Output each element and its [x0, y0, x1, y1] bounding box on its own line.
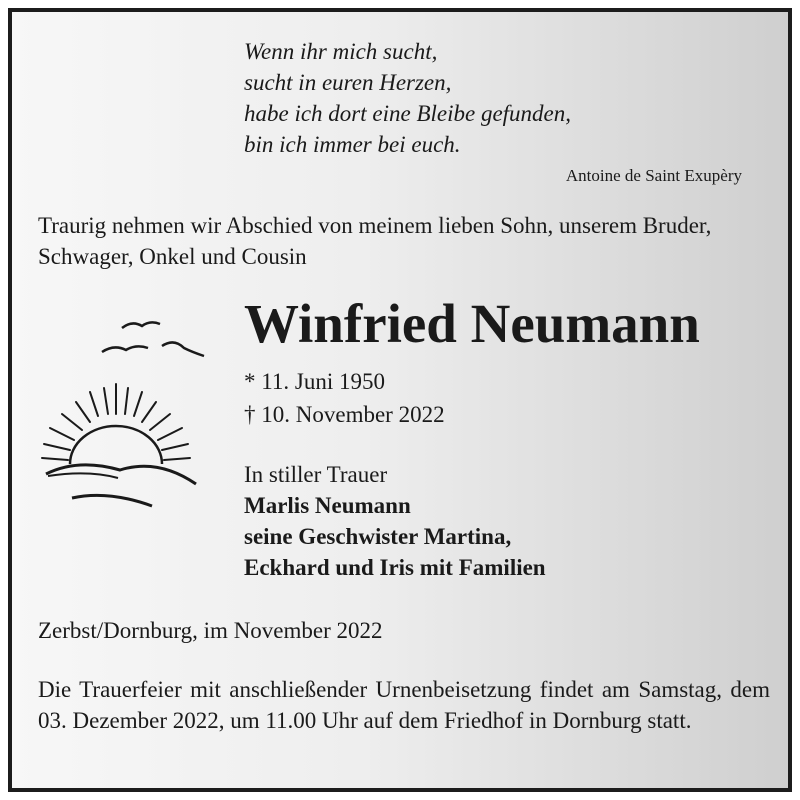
death-date: † 10. November 2022: [244, 402, 445, 427]
poem-line: habe ich dort eine Bleibe gefunden,: [244, 101, 572, 126]
mourner-line: Marlis Neumann: [244, 493, 411, 518]
poem-line: Wenn ihr mich sucht,: [244, 39, 438, 64]
obituary-notice: [8, 8, 792, 792]
poem-line: bin ich immer bei euch.: [244, 132, 461, 157]
mourners-heading: In stiller Trauer: [244, 462, 388, 487]
life-dates: [244, 365, 445, 431]
intro-text: Traurig nehmen wir Abschied von meinem lieben Sohn, unserem Bruder, Schwager, Onkel und Cousin: [38, 213, 712, 269]
mourner-line: Eckhard und Iris mit Familien: [244, 555, 546, 580]
place-date: Zerbst/Dornburg, im November 2022: [38, 618, 383, 643]
poem-line: sucht in euren Herzen,: [244, 70, 452, 95]
birth-date: * 11. Juni 1950: [244, 369, 385, 394]
ceremony-info: Die Trauerfeier mit anschließender Urnenbeisetzung findet am Samstag, dem 03. Dezember 2022, um 11.00 Uhr auf dem Friedhof in Dornburg statt.: [38, 677, 770, 733]
sunset-birds-icon: [28, 308, 208, 518]
deceased-name: Winfried Neumann: [244, 293, 700, 354]
poem: [244, 36, 571, 160]
mourners: [244, 459, 546, 583]
poem-author: Antoine de Saint Exupèry: [565, 166, 742, 185]
mourner-line: seine Geschwister Martina,: [244, 524, 512, 549]
